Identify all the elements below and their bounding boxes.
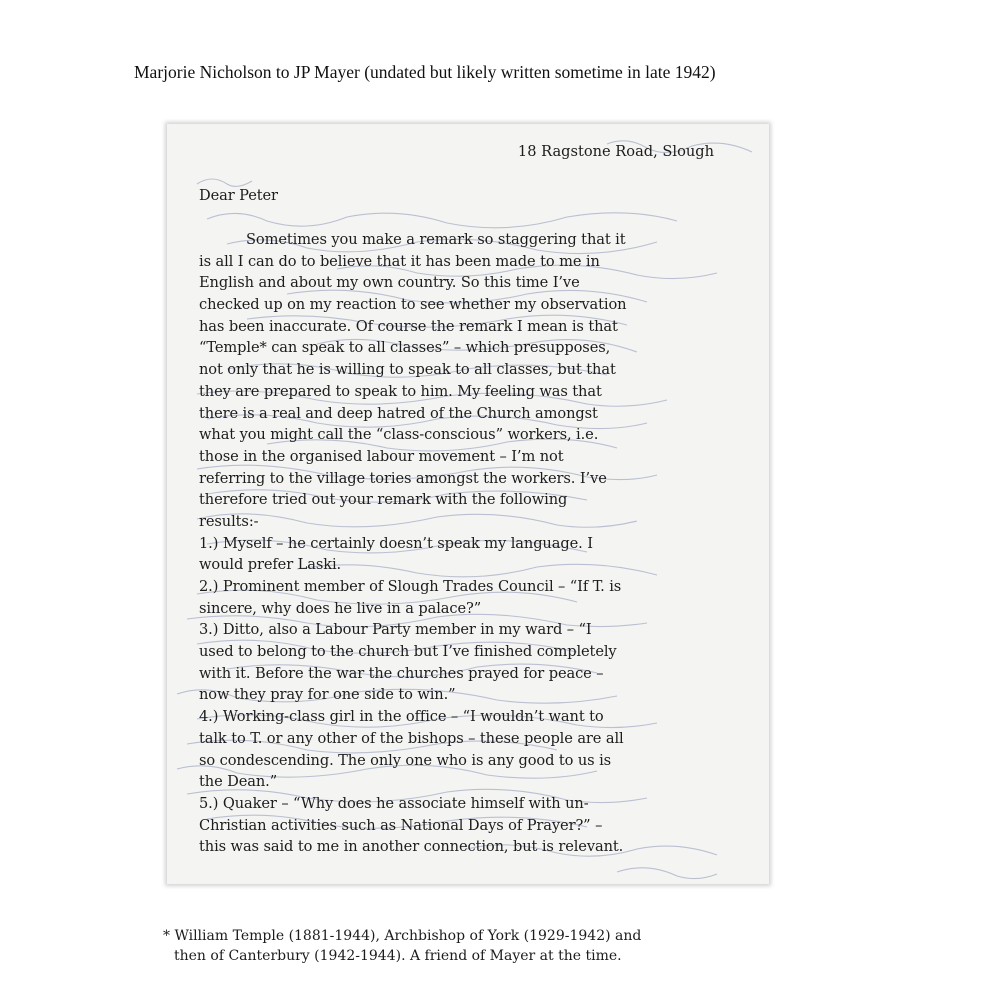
letter-body xyxy=(199,229,747,858)
letter-line: 5.) Quaker – “Why does he associate himself with un- xyxy=(199,794,589,812)
letter-line: used to belong to the church but I’ve finished completely xyxy=(199,643,617,661)
letter-line: has been inaccurate. Of course the remark I mean is that xyxy=(199,317,618,335)
footnote-line: then of Canterbury (1942-1944). A friend of Mayer at the time. xyxy=(174,948,622,964)
letter-line: “Temple* can speak to all classes” – which presupposes, xyxy=(199,339,611,357)
letter-line: therefore tried out your remark with the following xyxy=(199,491,568,509)
letter-line: 3.) Ditto, also a Labour Party member in my ward – “I xyxy=(199,621,592,639)
letter-line: this was said to me in another connection, but is relevant. xyxy=(199,838,624,856)
letter-line: talk to T. or any other of the bishops – these people are all xyxy=(199,729,624,747)
letter-line: there is a real and deep hatred of the Church amongst xyxy=(199,404,598,422)
letter-line: so condescending. The only one who is any good to us is xyxy=(199,751,612,769)
letter-line: not only that he is willing to speak to all classes, but that xyxy=(199,361,616,379)
letter-line: Christian activities such as National Days of Prayer?” – xyxy=(199,816,603,834)
letter-line: is all I can do to believe that it has been made to me in xyxy=(199,252,600,270)
letter-line: Sometimes you make a remark so staggering that it xyxy=(246,231,626,248)
letter-line: now they pray for one side to win.” xyxy=(199,686,456,704)
letter-line: 2.) Prominent member of Slough Trades Council – “If T. is xyxy=(199,578,622,595)
letter-line: referring to the village tories amongst the workers. I’ve xyxy=(199,469,607,487)
footnote xyxy=(163,926,763,966)
letter-line: would prefer Laski. xyxy=(199,556,342,574)
page-title: Marjorie Nicholson to JP Mayer (undated but likely written sometime in late 1942) xyxy=(134,62,716,82)
letter-line: what you might call the “class-conscious” workers, i.e. xyxy=(199,426,599,444)
letter-line: 1.) Myself – he certainly doesn’t speak my language. I xyxy=(199,534,593,552)
letter-line: results:- xyxy=(199,512,259,530)
letter-scan xyxy=(167,124,769,884)
letter-line: English and about my own country. So this time I’ve xyxy=(199,274,580,292)
letter-line: those in the organised labour movement – I’m not xyxy=(199,447,564,465)
footnote-line: * William Temple (1881-1944), Archbishop of York (1929-1942) and xyxy=(163,928,642,944)
letter-line: the Dean.” xyxy=(199,773,278,791)
letter-line: checked up on my reaction to see whether my observation xyxy=(199,296,627,314)
letter-line: 4.) Working-class girl in the office – “I wouldn’t want to xyxy=(199,708,604,726)
letter-line: they are prepared to speak to him. My feeling was that xyxy=(199,382,602,400)
sender-address: 18 Ragstone Road, Slough xyxy=(517,143,714,160)
letter-line: sincere, why does he live in a palace?” xyxy=(199,599,482,617)
letter-line: with it. Before the war the churches prayed for peace – xyxy=(199,664,604,682)
salutation: Dear Peter xyxy=(199,187,278,204)
